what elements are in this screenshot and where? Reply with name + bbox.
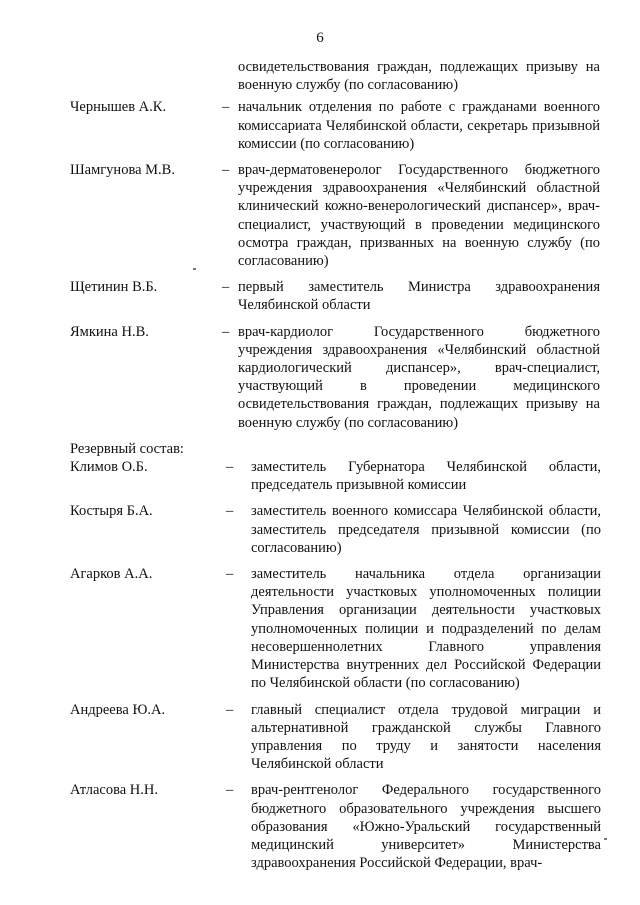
member-description: заместитель начальника отдела организации деятельности участковых уполномоченных полиции Управления организации деятельности участковых уполномоченных полиции и подразделений по делам несовершеннолетних Главного управления Министерства внутренних дел Российской Федерации по Челябинской области (по согласованию) bbox=[251, 566, 601, 692]
dash: – bbox=[226, 459, 234, 476]
member-entry bbox=[0, 278, 640, 314]
member-name: Щетинин В.Б. bbox=[70, 279, 158, 296]
page-number: 6 bbox=[316, 30, 324, 46]
member-entry bbox=[0, 323, 640, 432]
member-description: врач-кардиолог Государственного бюджетного учреждения здравоохранения «Челябинский областной кардиологический диспансер», врач-специалист, участвующий в проведении медицинского освидетельствования граждан, подлежащих призыву на военную службу (по согласованию) bbox=[238, 323, 600, 431]
dash: – bbox=[222, 279, 230, 296]
member-entry bbox=[0, 161, 640, 270]
member-description: первый заместитель Министра здравоохранения Челябинской области bbox=[238, 279, 600, 314]
member-entry bbox=[0, 458, 640, 494]
continuation-text bbox=[0, 58, 640, 94]
dash: – bbox=[226, 503, 234, 520]
scan-speck bbox=[604, 838, 607, 840]
scan-speck bbox=[193, 268, 196, 270]
member-name: Атласова Н.Н. bbox=[70, 782, 158, 799]
member-description: заместитель военного комиссара Челябинской области, заместитель председателя призывной комиссии (по согласованию) bbox=[251, 503, 601, 556]
member-description: врач-рентгенолог Федерального государственного бюджетного образовательного учреждения высшего образования «Южно-Уральский государственный медицинский университет» Министерства здравоохранения Российской Федерации, врач- bbox=[251, 782, 601, 872]
member-name: Ямкина Н.В. bbox=[70, 323, 149, 340]
dash: – bbox=[226, 701, 234, 718]
member-name: Шамгунова М.В. bbox=[70, 162, 175, 179]
member-description: врач-дерматовенеролог Государственного бюджетного учреждения здравоохранения «Челябинский областной клинический кожно-венерологический диспансер», врач-специалист, участвующий в проведении медицинского осмотра граждан, призванных на военную службу (по согласованию) bbox=[238, 162, 600, 270]
dash: – bbox=[222, 323, 230, 340]
member-name: Климов О.Б. bbox=[70, 459, 148, 476]
member-description: начальник отделения по работе с гражданами военного комиссариата Челябинской области, секретарь призывной комиссии (по согласованию) bbox=[238, 99, 600, 152]
dash: – bbox=[226, 566, 234, 583]
member-entry bbox=[0, 98, 640, 153]
member-entry bbox=[0, 565, 640, 692]
dash: – bbox=[222, 162, 230, 179]
member-entry bbox=[0, 781, 640, 872]
reserve-section-label: Резервный состав: bbox=[70, 440, 184, 457]
dash: – bbox=[222, 99, 230, 116]
member-entry bbox=[0, 502, 640, 557]
member-description: главный специалист отдела трудовой миграции и альтернативной гражданской службы Главного управления по труду и занятости населения Челябинской области bbox=[251, 701, 601, 773]
dash: – bbox=[226, 782, 234, 799]
member-name: Костыря Б.А. bbox=[70, 503, 153, 520]
member-entry bbox=[0, 701, 640, 774]
member-name: Чернышев А.К. bbox=[70, 99, 167, 116]
member-name: Андреева Ю.А. bbox=[70, 701, 166, 718]
member-description: заместитель Губернатора Челябинской области, председатель призывной комиссии bbox=[251, 459, 601, 494]
continuation-description: освидетельствования граждан, подлежащих призыву на военную службу (по согласованию) bbox=[238, 59, 600, 94]
member-name: Агарков А.А. bbox=[70, 566, 153, 583]
document-body bbox=[0, 58, 640, 872]
